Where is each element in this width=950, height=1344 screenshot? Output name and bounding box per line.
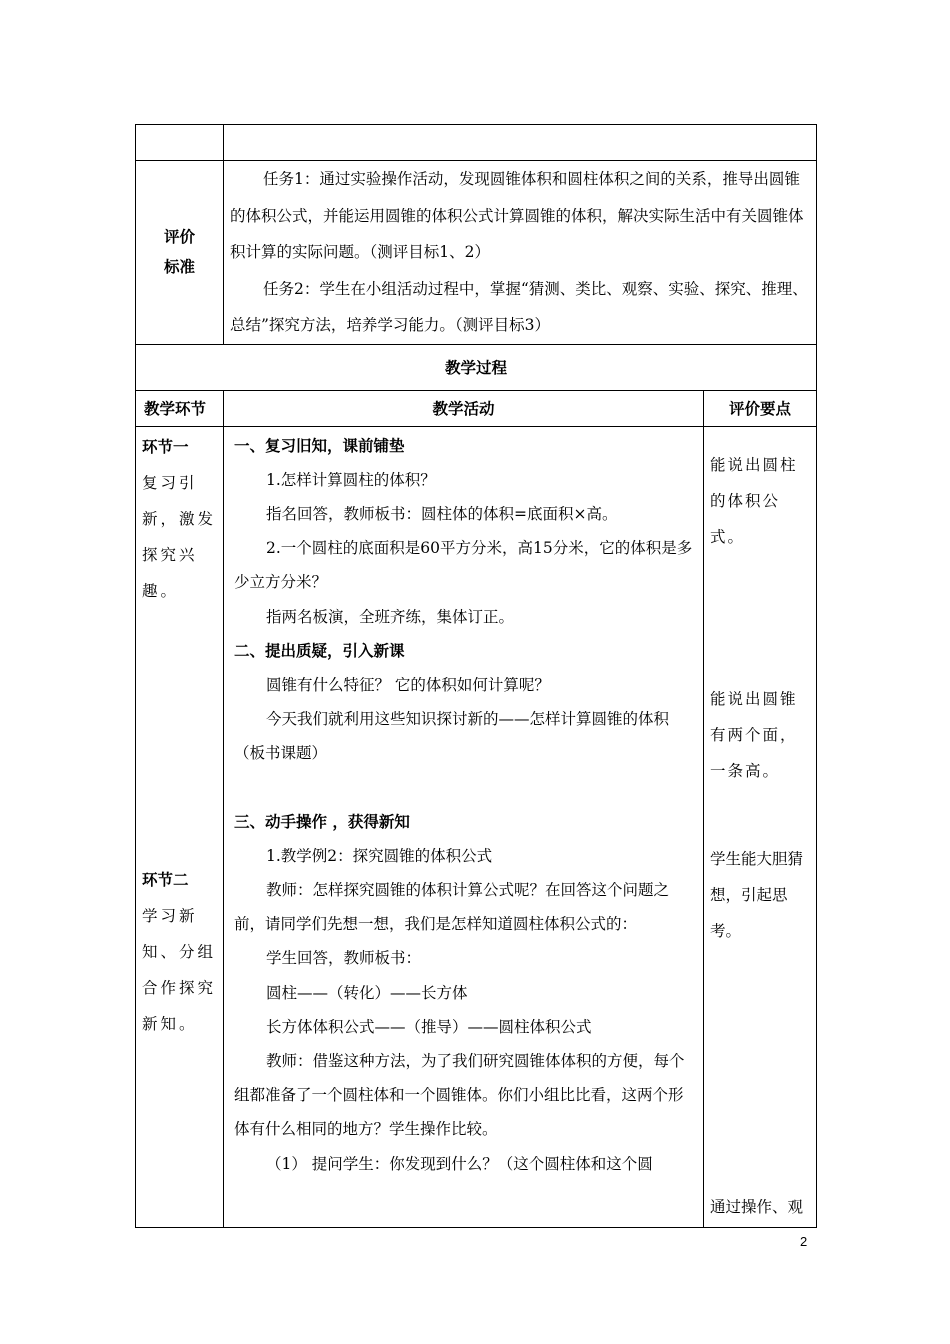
process-title: 教学过程: [136, 344, 817, 390]
activity-line: 2.一个圆柱的底面积是60平方分米，高15分米，它的体积是多少立方分米？: [234, 539, 693, 592]
stage-spacer: [142, 609, 217, 862]
eval-spacer: [710, 429, 810, 447]
activity-line: 圆锥有什么特征？ 它的体积如何计算呢？: [266, 675, 550, 694]
section1-heading: 一、复习旧知，课前铺垫: [234, 435, 405, 455]
header-eval: 评价要点: [704, 390, 817, 426]
section3-heading: 三、动手操作 ，获得新知: [234, 811, 410, 831]
content-row: [136, 426, 817, 1227]
eval-point-4: 通过操作、观: [710, 1197, 804, 1216]
activity-line: 教师：借鉴这种方法，为了我们研究圆锥体体积的方便，每个组都准备了一个圆柱体和一个圆锥体。你们小组比比看，这两个形体有什么相同的地方？学生操作比较。: [234, 1051, 685, 1139]
stage2-title: 环节二: [142, 869, 189, 889]
process-title-row: [136, 344, 817, 390]
empty-cell-left: [136, 125, 224, 161]
blank-line: [234, 771, 695, 805]
stage1-text: 复习引新，激发探究兴趣。: [142, 473, 217, 600]
activity-line: 长方体体积公式——（推导）——圆柱体积公式: [266, 1017, 592, 1036]
section2-heading: 二、提出质疑，引入新课: [234, 640, 405, 660]
stage1-title: 环节一: [142, 436, 189, 456]
eval-column: [704, 426, 817, 1227]
activity-line: 教师：怎样探究圆锥的体积计算公式呢？在回答这个问题之前，请同学们先想一想，我们是怎样知道圆柱体积公式的：: [234, 880, 670, 934]
lesson-plan-table: [135, 124, 817, 1228]
activity-line: （1） 提问学生：你发现到什么？（这个圆柱体和这个圆: [266, 1154, 653, 1173]
eval-label-line1: 评价: [163, 227, 195, 247]
activity-line: 指名回答，教师板书：圆柱体的体积=底面积×高。: [266, 504, 618, 523]
activity-line: 学生回答，教师板书：: [266, 949, 422, 968]
eval-standard-text: [224, 161, 817, 345]
task2-text: 任务2：学生在小组活动过程中，掌握“猜测、类比、观察、实验、探究、推理、总结”探究方法，培养学习能力。（测评目标3）: [230, 279, 808, 334]
eval-spacer: [710, 789, 810, 841]
header-stage: 教学环节: [136, 390, 224, 426]
eval-standard-label: [136, 161, 224, 345]
task1-text: 任务1：通过实验操作活动，发现圆锥体积和圆柱体积之间的关系，推导出圆锥的体积公式，并能运用圆锥的体积公式计算圆锥的体积，解决实际生活中有关圆锥体积计算的实际问题。（测评目标1、2）: [230, 170, 804, 261]
eval-point-1: 能说出圆柱的体积公式。: [710, 455, 798, 546]
stage2-block: [142, 862, 217, 1042]
eval-standard-row: [136, 161, 817, 345]
activity-column: [224, 426, 704, 1227]
empty-cell-right: [224, 125, 817, 161]
header-row: [136, 390, 817, 426]
activity-line: 圆柱——（转化）——长方体: [266, 983, 468, 1002]
page-number: 2: [800, 1234, 808, 1249]
activity-line: 1.怎样计算圆柱的体积？: [266, 470, 436, 489]
activity-line: 指两名板演，全班齐练，集体订正。: [266, 607, 515, 626]
eval-label-line2: 标准: [163, 257, 195, 277]
activity-line: 今天我们就利用这些知识探讨新的——怎样计算圆锥的体积（板书课题）: [234, 710, 670, 763]
activity-line: 1.教学例2：探究圆锥的体积公式: [266, 846, 493, 865]
stage1-block: [142, 429, 217, 609]
eval-spacer: [710, 555, 810, 681]
header-activity: 教学活动: [224, 390, 704, 426]
empty-row: [136, 125, 817, 161]
eval-spacer: [710, 949, 810, 1189]
stage2-text: 学习新知、分组合作探究新知。: [142, 906, 217, 1033]
eval-point-2: 能说出圆锥有两个面，一条高。: [710, 689, 798, 780]
stage-column: [136, 426, 224, 1227]
eval-point-3: 学生能大胆猜想，引起思考。: [710, 849, 804, 940]
